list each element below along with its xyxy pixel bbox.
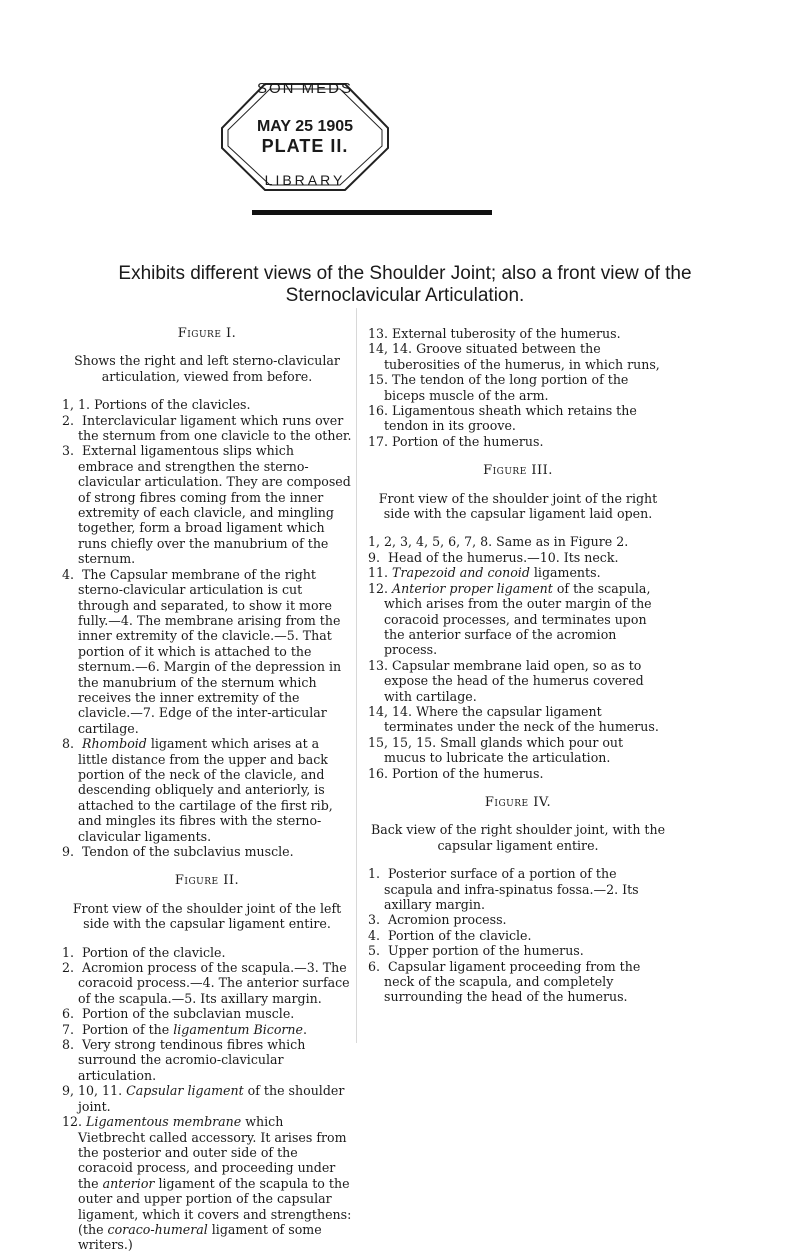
left-column xyxy=(62,326,352,1253)
figure-1-item: 9. Tendon of the subclavius muscle. xyxy=(62,844,294,859)
plate-title-line-1: Exhibits different views of the Shoulder Joint; also a front view of the xyxy=(118,263,692,284)
figure-3-item: 9. Head of the humerus.—10. Its neck. xyxy=(368,549,619,565)
figure-3-item: 13. Capsular membrane laid open, so as to expose the head of the humerus covered with cartilage. xyxy=(368,657,644,704)
figure-3-description: Front view of the shoulder joint of the right side with the capsular ligament laid open. xyxy=(378,490,658,522)
figure-3-item: 15, 15, 15. Small glands which pour out mucus to lubricate the articulation. xyxy=(368,734,624,766)
figure-2-item: 1. Portion of the clavicle. xyxy=(62,944,226,960)
stamp-arc-top: SON MEDS xyxy=(256,80,353,97)
figure-2-description: Front view of the shoulder joint of the left side with the capsular ligament entire. xyxy=(72,900,342,932)
figure-2-item: 16. Ligamentous sheath which retains the tendon in its groove. xyxy=(368,403,637,434)
figure-3-item: 12. Anterior proper ligament of the scapula, which arises from the outer margin of the coracoid processes, and terminates upon the anterior surface of the acromion process. xyxy=(368,580,652,658)
figure-2-item-continued: 12. Ligamentous membrane which Vietbrecht called accessory. It arises from the posterior and outer side of the coracoid process, and proceeding under the anterior ligament of the scapula to the outer and upper portion of the capsular ligament, which it covers and strengthens: (the coraco-humeral ligament of some writers.) xyxy=(62,1114,352,1253)
stamp-date: MAY 25 1905 xyxy=(256,118,354,135)
figure-3-item: 16. Portion of the humerus. xyxy=(368,765,544,781)
figure-2-item: 13. External tuberosity of the humerus. xyxy=(368,326,621,341)
figure-2-item: 7. Portion of the ligamentum Bicorne. xyxy=(62,1021,308,1037)
figure-2-item: 9, 10, 11. Capsular ligament of the shoulder joint. xyxy=(62,1083,345,1114)
figure-4-description: Back view of the right shoulder joint, with the capsular ligament entire. xyxy=(370,822,666,853)
figure-4-item: 6. Capsular ligament proceeding from the neck of the scapula, and completely surrounding the head of the humerus. xyxy=(368,958,641,1005)
figure-2-item: 8. Very strong tendinous fibres which surround the acromio-clavicular articulation. xyxy=(62,1037,306,1083)
figure-4-item: 3. Acromion process. xyxy=(368,912,507,928)
figure-2-item: 14, 14. Groove situated between the tuberosities of the humerus, in which runs, xyxy=(368,341,660,372)
figure-1-item: 8. Rhomboid ligament which arises at a little distance from the upper and back portion of the neck of the clavicle, and descending obliquely and anteriorly, is attached to the cartilage of the first rib, and mingles its fibres with the sterno-clavicular ligaments. xyxy=(62,736,333,844)
figure-1-item: 4. The Capsular membrane of the right sterno-clavicular articulation is cut through and separated, to show it more fully.—4. The membrane arising from the inner extremity of the clavicle.—5. That portion of it which is attached to the sternum.—6. Margin of the depression in the manubrium of the sternum which receives the inner extremity of the clavicle.—7. Edge of the inter-articular cartilage. xyxy=(62,566,342,736)
figure-4-item: 1. Posterior surface of a portion of the scapula and infra-spinatus fossa.—2. Its axillary margin. xyxy=(368,866,639,912)
right-column xyxy=(368,326,668,1005)
figure-3-heading: Figure III. xyxy=(483,463,553,479)
figure-3-item: 1, 2, 3, 4, 5, 6, 7, 8. Same as in Figure 2. xyxy=(368,534,629,550)
figure-1-item: 2. Interclavicular ligament which runs over the sternum from one clavicle to the other. xyxy=(62,412,352,444)
figure-4-heading: Figure IV. xyxy=(484,794,552,810)
figure-4-item: 5. Upper portion of the humerus. xyxy=(368,943,584,959)
plate-title-line-2: Sternoclavicular Articulation. xyxy=(285,285,525,306)
figure-1-description: Shows the right and left sterno-clavicular articulation, viewed from before. xyxy=(74,353,340,384)
figure-3-item: 14, 14. Where the capsular ligament terminates under the neck of the humerus. xyxy=(368,703,659,735)
column-divider xyxy=(356,308,357,1043)
header-rule xyxy=(252,210,492,215)
figure-2-item: 2. Acromion process of the scapula.—3. The coracoid process.—4. The anterior surface of the scapula.—5. Its axillary margin. xyxy=(62,960,350,1006)
figure-2-heading: Figure II. xyxy=(174,873,240,889)
figure-4-item: 4. Portion of the clavicle. xyxy=(368,927,532,943)
plate-title xyxy=(10,263,800,307)
plate-number: PLATE II. xyxy=(261,136,349,156)
library-stamp xyxy=(210,78,400,196)
figure-2-item: 17. Portion of the humerus. xyxy=(368,433,544,449)
stamp-arc-bottom: LIBRARY xyxy=(264,172,346,188)
figure-1-item: 3. External ligamentous slips which embrace and strengthen the sterno-clavicular articulation. They are composed of strong fibres coming from the inner extremity of each clavicle, and mingling together, form a broad ligament which runs chiefly over the manubrium of the sternum. xyxy=(62,443,351,567)
figure-1-item: 1, 1. Portions of the clavicles. xyxy=(62,397,251,413)
figure-2-item: 15. The tendon of the long portion of the biceps muscle of the arm. xyxy=(368,372,629,403)
figure-1-heading: Figure I. xyxy=(177,326,237,341)
figure-3-item: 11. Trapezoid and conoid ligaments. xyxy=(368,565,601,581)
figure-2-item: 6. Portion of the subclavian muscle. xyxy=(62,1006,295,1022)
